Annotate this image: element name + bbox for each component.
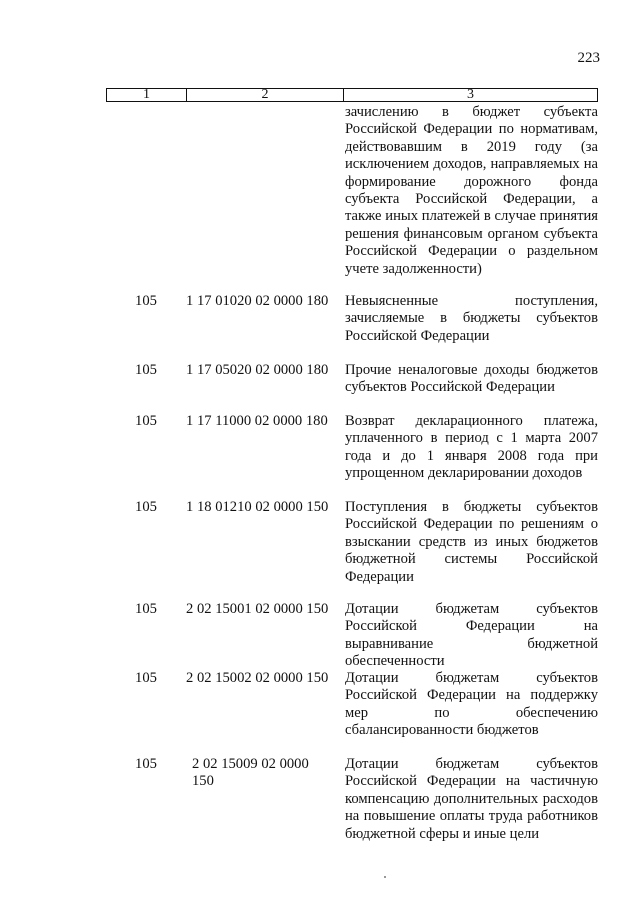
admin-code: 105 (135, 670, 157, 686)
revenue-code: 1 17 01020 02 0000 180 (186, 293, 329, 309)
admin-code: 105 (135, 499, 157, 515)
admin-code: 105 (135, 362, 157, 378)
revenue-code: 2 02 15009 02 0000 150 (192, 756, 309, 790)
column-header-2: 2 (187, 89, 344, 101)
revenue-description: Дотации бюджетам субъектов Российской Федерации на частичную компенсацию дополнительных расходов на повышение оплаты труда работников бюджетной сферы и иные цели (345, 756, 598, 842)
revenue-description: Дотации бюджетам субъектов Российской Федерации на выравнивание бюджетной обеспеченности (345, 601, 598, 670)
admin-code: 105 (135, 413, 157, 429)
revenue-description: Поступления в бюджеты субъектов Российской Федерации по решениям о взыскании средств из иных бюджетов бюджетной системы Российской Федерации (345, 499, 598, 585)
revenue-description: Невыясненные поступления, зачисляемые в бюджеты субъектов Российской Федерации (345, 293, 598, 344)
scan-speck (384, 876, 386, 878)
revenue-description: Прочие неналоговые доходы бюджетов субъектов Российской Федерации (345, 362, 598, 396)
admin-code: 105 (135, 756, 157, 772)
revenue-code: 1 18 01210 02 0000 150 (186, 499, 329, 515)
admin-code: 105 (135, 293, 157, 309)
revenue-code: 1 17 05020 02 0000 180 (186, 362, 329, 378)
column-header-3: 3 (467, 87, 474, 102)
revenue-code: 2 02 15002 02 0000 150 (186, 670, 329, 686)
revenue-description: Дотации бюджетам субъектов Российской Федерации на поддержку мер по обеспечению сбалансированности бюджетов (345, 670, 598, 739)
page-number: 223 (577, 50, 600, 66)
revenue-description: Возврат декларационного платежа, уплаченного в период с 1 марта 2007 года и до 1 января 2008 года при упрощенном декларировании доходов (345, 413, 598, 482)
revenue-code: 1 17 11000 02 0000 180 (186, 413, 328, 429)
continuation-description: зачислению в бюджет субъекта Российской Федерации по нормативам, действовавшим в 2019 году (за исключением доходов, направляемых на формирование дорожного фонда субъекта Российской Федерации, а также иных платежей в случае принятия решения финансовым органом субъекта Российской Федерации о раздельном учете задолженности) (345, 104, 598, 277)
column-header-1: 1 (107, 89, 187, 101)
revenue-code: 2 02 15001 02 0000 150 (186, 601, 329, 617)
table-header (106, 88, 598, 102)
admin-code: 105 (135, 601, 157, 617)
